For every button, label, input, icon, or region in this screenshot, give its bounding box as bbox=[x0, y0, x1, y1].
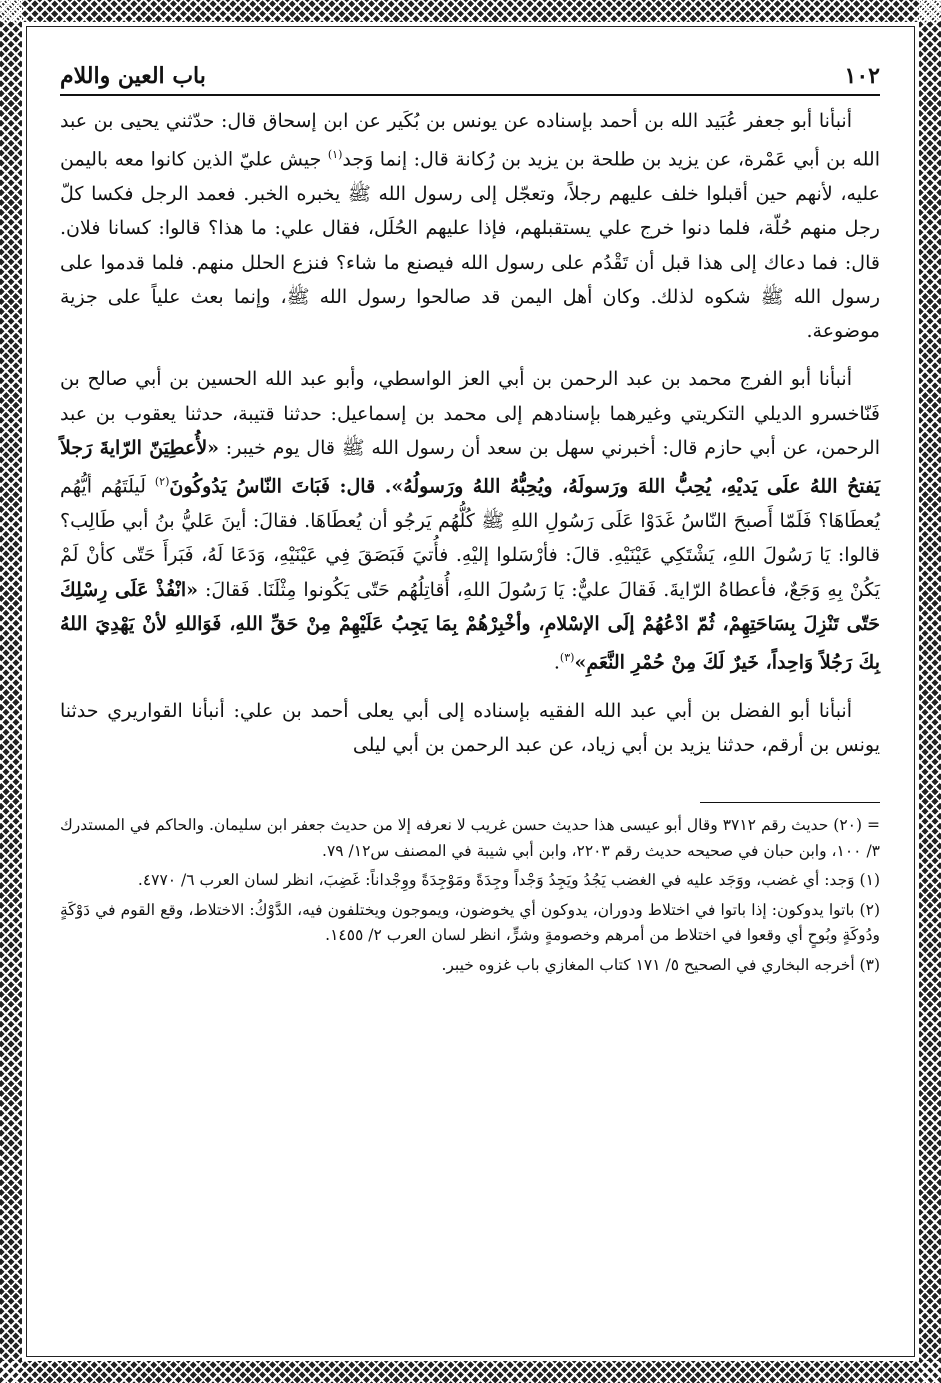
running-header bbox=[60, 58, 880, 96]
footnotes bbox=[60, 813, 880, 978]
text-segment: لَيلَتَهُم أيُّهُم يُعطَاهَا؟ فَلَمّا أَصبحَ النّاسُ غَدَوْا عَلَى رَسُولِ اللهِ ﷺ كُلُّهُم يَرجُو أن يُعطَاهَا. فقالَ: أينَ عَليُّ بنُ أبي طَالِب؟ قالوا: يَا رَسُولَ اللهِ، يَشْتَكِي عَيْنَيْهِ. قالَ: فأرْسَلوا إليْهِ. فأُتيَ فَبَصَقَ فِي عَيْنَيْهِ، وَدَعَا لَهُ، فَبَرأَ حَتّى كأنْ لَمْ يَكُنْ بِهِ وَجَعٌ، فأعطاهُ الرّايةَ. فَقالَ عليٌّ: يَا رَسُولَ اللهِ، أُقاتِلُهُم حَتّى يَكُونوا مِثْلَنَا. فَقالَ: bbox=[60, 475, 881, 601]
main-text bbox=[60, 104, 880, 762]
paragraph bbox=[60, 362, 880, 679]
border-pattern-top bbox=[0, 0, 941, 22]
border-pattern-right bbox=[919, 0, 941, 1383]
paragraph bbox=[60, 694, 880, 763]
hadith-text: «انْفُذْ عَلَى رِسْلِكَ حَتّى تَنْزِلَ بِسَاحَتِهِمْ، ثُمّ ادْعُهُمْ إلَى الإسْلامِ، وأخْبِرْهُمْ بِمَا يَجِبُ عَلَيْهِمْ مِنْ حَقِّ اللهِ، فَوَاللهِ لأنْ يَهْدِيَ اللهُ بِكَ رَجُلاً وَاحِداً، خَيرٌ لَكَ مِنْ حُمْرِ النَّعَمِ» bbox=[60, 578, 880, 674]
footnote: (٣) أخرجه البخاري في الصحيح ٥/ ١٧١ كتاب المغازي باب غزوه خيبر. bbox=[441, 955, 880, 974]
footnote-ref: (٢) bbox=[154, 475, 170, 489]
hadith-text: . قال: فَبَاتَ النّاسُ يَدُوكُونَ bbox=[169, 475, 392, 498]
text-segment: أنبأنا أبو الفضل بن أبي عبد الله الفقيه بإسناده إلى أبي يعلى أحمد بن علي: أنبأنا القواريري حدثنا يونس بن أرقم، حدثنا يزيد بن أبي زياد، عن عبد الرحمن بن أبي ليلى bbox=[60, 699, 880, 757]
text-segment: . bbox=[553, 651, 560, 674]
footnote-divider bbox=[700, 802, 880, 803]
footnote-ref: (٣) bbox=[559, 651, 575, 665]
hadith-text: «لأُعطِيَنّ الرّايةَ رَجلاً يَفتحُ اللهُ علَى يَديْهِ، يُحِبُّ اللهَ ورَسولَهُ، ويُحِبُّهُ اللهُ ورَسولُهُ» bbox=[60, 437, 880, 498]
border-pattern-bottom bbox=[0, 1361, 941, 1383]
paragraph bbox=[60, 104, 880, 348]
text-segment: أنبأنا أبو جعفر عُبَيد الله بن أحمد بإسناده عن يونس بن بُكَير عن ابن إسحاق قال: حدّثني يحيى بن عبد الله بن أبي عَمْرة، عن يزيد بن طلحة بن يزيد بن رُكانة قال: إنما وَجد bbox=[60, 110, 880, 171]
book-page bbox=[60, 58, 880, 1348]
border-pattern-left bbox=[0, 0, 22, 1383]
text-segment: أنبأنا أبو الفرج محمد بن عبد الرحمن بن أبي العز الواسطي، وأبو عبد الله الحسين بن أبي صالح بن فَنّاخسرو الديلي التكريتي وغيرهما بإسنادهم إلى محمد بن إسماعيل: حدثنا قتيبة، حدثنا يعقوب بن عبد الرحمن، عن أبي حازم قال: أخبرني سهل بن سعد أن رسول الله ﷺ قال يوم خيبر: bbox=[60, 368, 880, 459]
footnote: (٢) باتوا يدوكون: إذا باتوا في اختلاط ودوران، يدوكون أي يخوضون، ويموجون ويختلفون فيه، الدَّوْكُ: الاختلاط، وقع القوم في دَوْكَةٍ ودُوكَةٍ وبُوحٍ أي وقعوا في اختلاط من أمرهم وخصومةٍ وشرٍّ، انظر لسان العرب ٢/ ١٤٥٥. bbox=[60, 900, 880, 945]
text-segment: جيش عليّ الذين كانوا معه باليمن عليه، لأنهم حين أقبلوا خلف عليهم رجلاً، وتعجّل إلى رسول الله ﷺ يخبره الخبر. فعمد الرجل فكسا كلّ رجل منهم حُلّة، فلما دنوا خرج علي يستقبلهم، فإذا عليهم الحُلَل، فقال علي: ما هذا؟ قالوا: كسانا فلان. قال: فما دعاك إلى هذا قبل أن تَقْدُم على رسول الله فيصنع ما شاء؟ فنزع الحلل منهم. فلما قدموا على رسول الله ﷺ شكوه لذلك. وكان أهل اليمن قد صالحوا رسول الله ﷺ، وإنما بعث علياً على جزية موضوعة. bbox=[60, 148, 880, 343]
section-title: باب العين واللام bbox=[60, 63, 206, 89]
footnote: = (٢٠) حديث رقم ٣٧١٢ وقال أبو عيسى هذا حديث حسن غريب لا نعرفه إلا من حديث جعفر ابن سليمان. والحاكم في المستدرك ٣/ ١٠٠، وابن حبان في صحيحه حديث رقم ٢٢٠٣، وابن أبي شيبة في المصنف س١٢/ ٧٩. bbox=[60, 816, 880, 860]
footnote: (١) وَجد: أي غضب، ووَجَد عليه في الغضب يَجُدُ ويَجِدُ وَجْداً وجِدَةً ومَوْجِدَةً ووِجْداناً: غَضِبَ، انظر لسان العرب ٦/ ٤٧٧٠. bbox=[137, 871, 880, 890]
page-number: ١٠٢ bbox=[844, 63, 880, 89]
footnote-ref: (١) bbox=[327, 148, 343, 162]
